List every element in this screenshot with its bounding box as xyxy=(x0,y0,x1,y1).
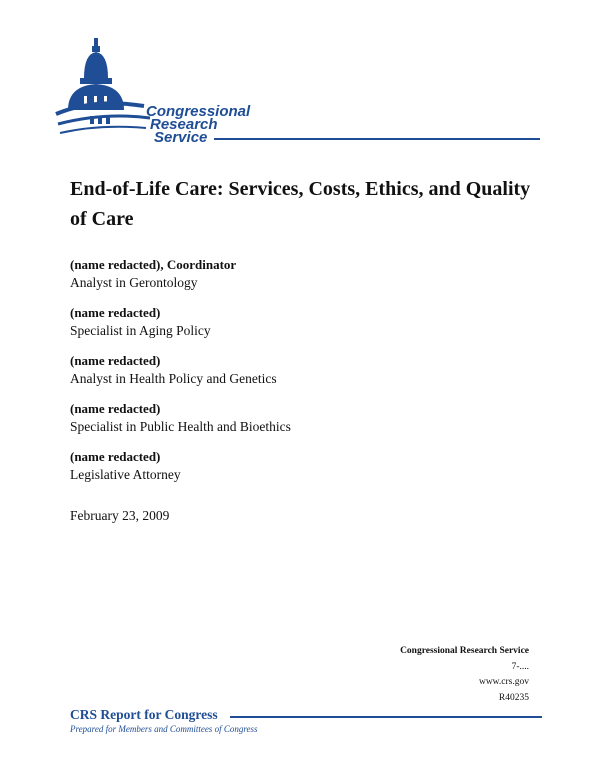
author-name: (name redacted) xyxy=(70,305,161,320)
logo-text-congressional: Congressional xyxy=(146,103,251,120)
capitol-dome-icon xyxy=(54,36,274,146)
author-name: (name redacted) xyxy=(70,449,161,464)
author-entry xyxy=(70,400,540,436)
author-name: (name redacted) xyxy=(70,401,161,416)
author-list xyxy=(70,256,540,496)
author-role: Analyst in Gerontology xyxy=(70,275,198,290)
crs-number: 7-.... xyxy=(511,661,529,672)
author-name: (name redacted), Coordinator xyxy=(70,257,237,272)
logo-text-service: Service xyxy=(154,129,208,146)
report-title: End-of-Life Care: Services, Costs, Ethics, and Quality of Care xyxy=(70,178,531,230)
author-role: Analyst in Health Policy and Genetics xyxy=(70,371,277,386)
author-name: (name redacted) xyxy=(70,353,161,368)
author-role: Specialist in Public Health and Bioethics xyxy=(70,419,291,434)
footer-subtitle: Prepared for Members and Committees of Congress xyxy=(70,724,258,734)
crs-website-link[interactable]: www.crs.gov xyxy=(478,677,529,687)
report-date: February 23, 2009 xyxy=(70,508,170,523)
author-entry xyxy=(70,304,540,340)
author-entry xyxy=(70,448,540,484)
author-role: Specialist in Aging Policy xyxy=(70,323,211,338)
crs-name: Congressional Research Service xyxy=(400,646,529,656)
crs-logo xyxy=(54,36,274,146)
logo-text-research: Research xyxy=(150,116,218,133)
author-entry xyxy=(70,352,540,388)
footer-divider xyxy=(230,716,542,718)
logo-divider xyxy=(214,138,540,140)
author-role: Legislative Attorney xyxy=(70,467,181,482)
crs-info-block xyxy=(400,644,529,706)
footer-title: CRS Report for Congress xyxy=(70,707,218,722)
report-id: R40235 xyxy=(498,692,529,703)
author-entry xyxy=(70,256,540,292)
